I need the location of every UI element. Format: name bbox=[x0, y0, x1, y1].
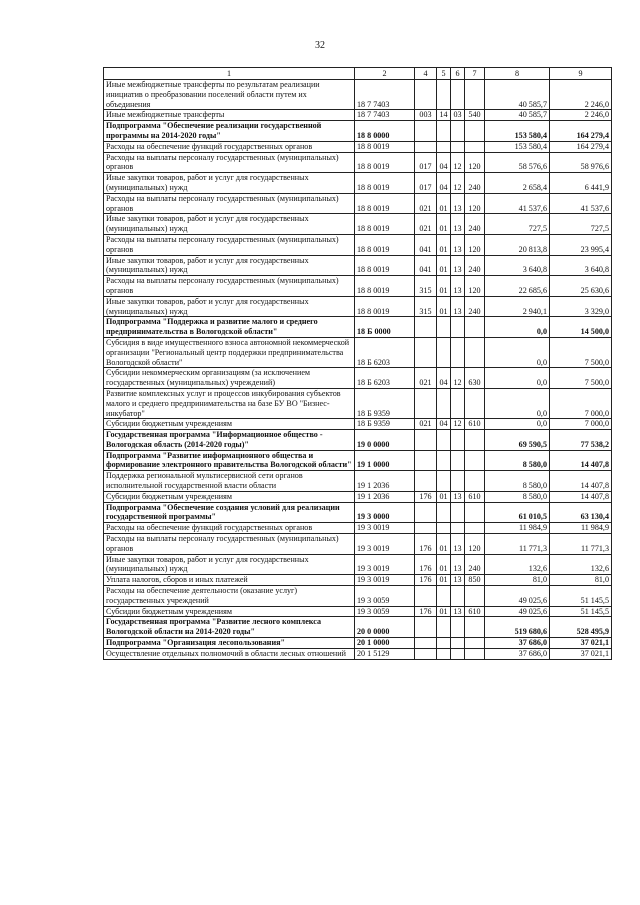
table-row bbox=[104, 141, 612, 152]
row-amount-2019: 81,0 bbox=[485, 575, 550, 586]
row-subsection: 13 bbox=[451, 575, 465, 586]
row-name: Осуществление отдельных полномочий в области лесных отношений bbox=[104, 648, 355, 659]
row-section bbox=[437, 502, 451, 523]
row-section bbox=[437, 523, 451, 534]
row-amount-2020: 6 441,9 bbox=[550, 173, 612, 194]
table-row bbox=[104, 617, 612, 638]
row-expense-type: 120 bbox=[465, 193, 485, 214]
row-expense-type: 120 bbox=[465, 534, 485, 555]
row-amount-2019: 49 025,6 bbox=[485, 586, 550, 607]
row-amount-2020: 727,5 bbox=[550, 214, 612, 235]
row-subsection bbox=[451, 450, 465, 471]
table-row bbox=[104, 368, 612, 389]
row-amount-2020: 14 407,8 bbox=[550, 471, 612, 492]
row-amount-2019: 61 010,5 bbox=[485, 502, 550, 523]
row-expense-type bbox=[465, 141, 485, 152]
page-number: 32 bbox=[315, 40, 325, 51]
row-code: 19 1 2036 bbox=[355, 491, 415, 502]
row-name: Иные межбюджетные трансферты по результатам реализации инициатив о преобразовании поселений области путем их объединения bbox=[104, 80, 355, 110]
row-section bbox=[437, 337, 451, 367]
row-code: 18 Б 0000 bbox=[355, 317, 415, 338]
table-row bbox=[104, 554, 612, 575]
row-section bbox=[437, 388, 451, 418]
row-expense-type bbox=[465, 450, 485, 471]
row-expense-type: 610 bbox=[465, 491, 485, 502]
row-name: Иные закупки товаров, работ и услуг для государственных (муниципальных) нужд bbox=[104, 214, 355, 235]
row-name: Иные закупки товаров, работ и услуг для государственных (муниципальных) нужд bbox=[104, 296, 355, 317]
table-row bbox=[104, 502, 612, 523]
row-name: Расходы на выплаты персоналу государственных (муниципальных) органов bbox=[104, 534, 355, 555]
row-amount-2019: 0,0 bbox=[485, 317, 550, 338]
row-section: 01 bbox=[437, 491, 451, 502]
table-row bbox=[104, 388, 612, 418]
table-row bbox=[104, 214, 612, 235]
row-name: Иные закупки товаров, работ и услуг для государственных (муниципальных) нужд bbox=[104, 554, 355, 575]
row-section: 14 bbox=[437, 110, 451, 121]
table-row bbox=[104, 450, 612, 471]
row-name: Поддержка региональной мультисервисной сети органов исполнительной государственной власти области bbox=[104, 471, 355, 492]
row-name: Иные закупки товаров, работ и услуг для государственных (муниципальных) нужд bbox=[104, 173, 355, 194]
row-grbs: 176 bbox=[415, 554, 437, 575]
row-subsection: 12 bbox=[451, 419, 465, 430]
row-code: 18 8 0019 bbox=[355, 296, 415, 317]
row-section: 04 bbox=[437, 419, 451, 430]
row-code: 18 8 0019 bbox=[355, 173, 415, 194]
row-grbs bbox=[415, 502, 437, 523]
header-cell: 4 bbox=[415, 68, 437, 80]
row-amount-2019: 132,6 bbox=[485, 554, 550, 575]
table-row bbox=[104, 586, 612, 607]
row-amount-2019: 37 686,0 bbox=[485, 648, 550, 659]
row-subsection bbox=[451, 317, 465, 338]
row-amount-2019: 58 576,6 bbox=[485, 152, 550, 173]
row-grbs bbox=[415, 388, 437, 418]
row-name: Подпрограмма "Развитие информационного общества и формирование электронного правительства Вологодской области" bbox=[104, 450, 355, 471]
row-amount-2020: 25 630,6 bbox=[550, 276, 612, 297]
row-section bbox=[437, 617, 451, 638]
row-amount-2019: 11 984,9 bbox=[485, 523, 550, 534]
row-amount-2020: 11 984,9 bbox=[550, 523, 612, 534]
table-row bbox=[104, 523, 612, 534]
row-subsection: 13 bbox=[451, 296, 465, 317]
row-code: 19 3 0059 bbox=[355, 586, 415, 607]
row-amount-2020: 14 500,0 bbox=[550, 317, 612, 338]
row-expense-type bbox=[465, 430, 485, 451]
row-grbs bbox=[415, 471, 437, 492]
row-amount-2019: 0,0 bbox=[485, 388, 550, 418]
table-row bbox=[104, 430, 612, 451]
table-row bbox=[104, 419, 612, 430]
row-amount-2020: 81,0 bbox=[550, 575, 612, 586]
row-grbs: 017 bbox=[415, 152, 437, 173]
row-amount-2020: 164 279,4 bbox=[550, 121, 612, 142]
row-expense-type: 630 bbox=[465, 368, 485, 389]
row-expense-type: 240 bbox=[465, 214, 485, 235]
row-subsection bbox=[451, 430, 465, 451]
row-expense-type bbox=[465, 121, 485, 142]
row-amount-2019: 20 813,8 bbox=[485, 234, 550, 255]
row-expense-type bbox=[465, 388, 485, 418]
header-cell: 5 bbox=[437, 68, 451, 80]
row-code: 19 3 0000 bbox=[355, 502, 415, 523]
table-row bbox=[104, 491, 612, 502]
row-amount-2020: 132,6 bbox=[550, 554, 612, 575]
row-grbs bbox=[415, 430, 437, 451]
table-row bbox=[104, 255, 612, 276]
row-amount-2020: 77 538,2 bbox=[550, 430, 612, 451]
row-amount-2019: 40 585,7 bbox=[485, 110, 550, 121]
row-expense-type: 240 bbox=[465, 173, 485, 194]
row-name: Расходы на выплаты персоналу государственных (муниципальных) органов bbox=[104, 276, 355, 297]
row-code: 18 8 0000 bbox=[355, 121, 415, 142]
row-section: 04 bbox=[437, 152, 451, 173]
row-expense-type: 850 bbox=[465, 575, 485, 586]
row-subsection bbox=[451, 617, 465, 638]
table-row bbox=[104, 337, 612, 367]
row-section: 04 bbox=[437, 368, 451, 389]
row-name: Субсидии некоммерческим организациям (за исключением государственных (муниципальных) учреждений) bbox=[104, 368, 355, 389]
row-name: Подпрограмма "Поддержка и развитие малого и среднего предпринимательства в Вологодской области" bbox=[104, 317, 355, 338]
row-subsection: 12 bbox=[451, 152, 465, 173]
row-grbs: 003 bbox=[415, 110, 437, 121]
row-name: Расходы на обеспечение функций государственных органов bbox=[104, 141, 355, 152]
row-name: Расходы на обеспечение деятельности (оказание услуг) государственных учреждений bbox=[104, 586, 355, 607]
row-name: Государственная программа "Информационное общество - Вологодская область (2014-2020 годы)" bbox=[104, 430, 355, 451]
table-row bbox=[104, 534, 612, 555]
row-name: Расходы на выплаты персоналу государственных (муниципальных) органов bbox=[104, 193, 355, 214]
row-grbs bbox=[415, 523, 437, 534]
row-amount-2020: 14 407,8 bbox=[550, 491, 612, 502]
row-grbs bbox=[415, 586, 437, 607]
row-code: 19 0 0000 bbox=[355, 430, 415, 451]
row-amount-2019: 11 771,3 bbox=[485, 534, 550, 555]
row-grbs bbox=[415, 80, 437, 110]
table-row bbox=[104, 121, 612, 142]
table-row bbox=[104, 276, 612, 297]
row-expense-type bbox=[465, 502, 485, 523]
row-code: 20 1 0000 bbox=[355, 638, 415, 649]
table-row bbox=[104, 152, 612, 173]
table-row bbox=[104, 606, 612, 617]
row-subsection bbox=[451, 502, 465, 523]
row-amount-2020: 41 537,6 bbox=[550, 193, 612, 214]
row-code: 19 3 0059 bbox=[355, 606, 415, 617]
table-row bbox=[104, 193, 612, 214]
row-section: 01 bbox=[437, 575, 451, 586]
row-name: Развитие комплексных услуг и процессов инкубирования субъектов малого и среднего предпринимательства на базе БУ ВО "Бизнес-инкубатор" bbox=[104, 388, 355, 418]
row-grbs: 176 bbox=[415, 575, 437, 586]
row-section bbox=[437, 450, 451, 471]
table-header-row bbox=[104, 68, 612, 80]
table-row bbox=[104, 648, 612, 659]
row-amount-2020: 23 995,4 bbox=[550, 234, 612, 255]
row-code: 19 1 2036 bbox=[355, 471, 415, 492]
row-subsection: 13 bbox=[451, 534, 465, 555]
row-subsection bbox=[451, 121, 465, 142]
row-name: Подпрограмма "Обеспечение реализации государственной программы на 2014-2020 годы" bbox=[104, 121, 355, 142]
row-code: 18 Б 6203 bbox=[355, 337, 415, 367]
row-name: Государственная программа "Развитие лесного комплекса Вологодской области на 2014-2020 годы" bbox=[104, 617, 355, 638]
row-name: Субсидии бюджетным учреждениям bbox=[104, 491, 355, 502]
row-amount-2019: 3 640,8 bbox=[485, 255, 550, 276]
row-grbs bbox=[415, 337, 437, 367]
row-expense-type bbox=[465, 523, 485, 534]
row-expense-type: 610 bbox=[465, 606, 485, 617]
row-amount-2019: 727,5 bbox=[485, 214, 550, 235]
header-cell: 1 bbox=[104, 68, 355, 80]
row-grbs: 017 bbox=[415, 173, 437, 194]
table-row bbox=[104, 173, 612, 194]
row-amount-2019: 40 585,7 bbox=[485, 80, 550, 110]
row-expense-type: 120 bbox=[465, 152, 485, 173]
row-amount-2020: 58 976,6 bbox=[550, 152, 612, 173]
row-expense-type bbox=[465, 586, 485, 607]
row-expense-type bbox=[465, 471, 485, 492]
row-amount-2020: 7 500,0 bbox=[550, 368, 612, 389]
table-row bbox=[104, 110, 612, 121]
row-amount-2019: 0,0 bbox=[485, 419, 550, 430]
row-grbs: 021 bbox=[415, 419, 437, 430]
row-section: 01 bbox=[437, 276, 451, 297]
row-amount-2020: 3 640,8 bbox=[550, 255, 612, 276]
row-code: 18 Б 9359 bbox=[355, 419, 415, 430]
row-code: 18 Б 6203 bbox=[355, 368, 415, 389]
row-expense-type: 240 bbox=[465, 554, 485, 575]
row-subsection bbox=[451, 638, 465, 649]
row-grbs: 176 bbox=[415, 534, 437, 555]
row-subsection: 13 bbox=[451, 491, 465, 502]
row-name: Иные закупки товаров, работ и услуг для государственных (муниципальных) нужд bbox=[104, 255, 355, 276]
row-grbs bbox=[415, 141, 437, 152]
row-subsection: 12 bbox=[451, 368, 465, 389]
table-row bbox=[104, 234, 612, 255]
row-code: 19 3 0019 bbox=[355, 554, 415, 575]
row-amount-2020: 7 500,0 bbox=[550, 337, 612, 367]
row-expense-type: 240 bbox=[465, 296, 485, 317]
row-amount-2020: 7 000,0 bbox=[550, 419, 612, 430]
row-expense-type bbox=[465, 80, 485, 110]
row-amount-2019: 69 590,5 bbox=[485, 430, 550, 451]
row-expense-type bbox=[465, 317, 485, 338]
table-row bbox=[104, 80, 612, 110]
row-section: 01 bbox=[437, 554, 451, 575]
row-subsection bbox=[451, 80, 465, 110]
row-code: 19 3 0019 bbox=[355, 534, 415, 555]
row-code: 19 3 0019 bbox=[355, 523, 415, 534]
row-code: 19 3 0019 bbox=[355, 575, 415, 586]
row-code: 18 8 0019 bbox=[355, 152, 415, 173]
row-name: Расходы на выплаты персоналу государственных (муниципальных) органов bbox=[104, 234, 355, 255]
row-amount-2020: 528 495,9 bbox=[550, 617, 612, 638]
row-amount-2019: 8 580,0 bbox=[485, 450, 550, 471]
row-section bbox=[437, 121, 451, 142]
row-grbs: 021 bbox=[415, 214, 437, 235]
row-code: 18 8 0019 bbox=[355, 255, 415, 276]
row-code: 18 7 7403 bbox=[355, 80, 415, 110]
row-amount-2019: 0,0 bbox=[485, 337, 550, 367]
row-expense-type bbox=[465, 617, 485, 638]
row-amount-2020: 3 329,0 bbox=[550, 296, 612, 317]
row-subsection bbox=[451, 337, 465, 367]
row-code: 18 8 0019 bbox=[355, 193, 415, 214]
table-row bbox=[104, 296, 612, 317]
row-expense-type: 120 bbox=[465, 276, 485, 297]
row-subsection bbox=[451, 523, 465, 534]
row-name: Субсидии бюджетным учреждениям bbox=[104, 419, 355, 430]
row-grbs: 021 bbox=[415, 193, 437, 214]
row-section: 01 bbox=[437, 214, 451, 235]
row-amount-2020: 164 279,4 bbox=[550, 141, 612, 152]
row-expense-type bbox=[465, 337, 485, 367]
row-name: Подпрограмма "Обеспечение создания условий для реализации государственной программы" bbox=[104, 502, 355, 523]
row-code: 18 Б 9359 bbox=[355, 388, 415, 418]
row-section: 01 bbox=[437, 193, 451, 214]
row-subsection: 13 bbox=[451, 234, 465, 255]
row-amount-2019: 22 685,6 bbox=[485, 276, 550, 297]
table-row bbox=[104, 638, 612, 649]
header-cell: 8 bbox=[485, 68, 550, 80]
row-expense-type bbox=[465, 648, 485, 659]
row-amount-2020: 14 407,8 bbox=[550, 450, 612, 471]
row-amount-2020: 7 000,0 bbox=[550, 388, 612, 418]
row-code: 18 8 0019 bbox=[355, 234, 415, 255]
row-expense-type bbox=[465, 638, 485, 649]
row-expense-type: 120 bbox=[465, 234, 485, 255]
row-section: 04 bbox=[437, 173, 451, 194]
row-grbs: 176 bbox=[415, 606, 437, 617]
row-grbs bbox=[415, 617, 437, 638]
row-name: Уплата налогов, сборов и иных платежей bbox=[104, 575, 355, 586]
header-cell: 9 bbox=[550, 68, 612, 80]
row-amount-2019: 2 658,4 bbox=[485, 173, 550, 194]
row-name: Подпрограмма "Организация лесопользования" bbox=[104, 638, 355, 649]
row-name: Расходы на обеспечение функций государственных органов bbox=[104, 523, 355, 534]
row-section bbox=[437, 648, 451, 659]
row-grbs bbox=[415, 317, 437, 338]
row-amount-2020: 51 145,5 bbox=[550, 586, 612, 607]
row-section: 01 bbox=[437, 234, 451, 255]
row-amount-2019: 519 680,6 bbox=[485, 617, 550, 638]
row-section: 01 bbox=[437, 606, 451, 617]
row-code: 18 8 0019 bbox=[355, 214, 415, 235]
row-grbs: 041 bbox=[415, 234, 437, 255]
row-section: 01 bbox=[437, 255, 451, 276]
row-section bbox=[437, 471, 451, 492]
row-grbs bbox=[415, 638, 437, 649]
row-subsection: 12 bbox=[451, 173, 465, 194]
row-grbs bbox=[415, 121, 437, 142]
row-section bbox=[437, 638, 451, 649]
row-amount-2020: 11 771,3 bbox=[550, 534, 612, 555]
row-amount-2019: 0,0 bbox=[485, 368, 550, 389]
row-grbs bbox=[415, 648, 437, 659]
row-amount-2020: 37 021,1 bbox=[550, 648, 612, 659]
row-expense-type: 240 bbox=[465, 255, 485, 276]
row-section bbox=[437, 80, 451, 110]
row-amount-2019: 2 940,1 bbox=[485, 296, 550, 317]
row-amount-2019: 49 025,6 bbox=[485, 606, 550, 617]
row-subsection bbox=[451, 471, 465, 492]
row-subsection: 13 bbox=[451, 193, 465, 214]
row-amount-2020: 37 021,1 bbox=[550, 638, 612, 649]
row-grbs: 176 bbox=[415, 491, 437, 502]
row-amount-2019: 153 580,4 bbox=[485, 141, 550, 152]
row-grbs: 315 bbox=[415, 276, 437, 297]
row-section bbox=[437, 430, 451, 451]
row-amount-2019: 8 580,0 bbox=[485, 471, 550, 492]
budget-table bbox=[103, 67, 612, 660]
row-code: 19 1 0000 bbox=[355, 450, 415, 471]
row-name: Иные межбюджетные трансферты bbox=[104, 110, 355, 121]
header-cell: 2 bbox=[355, 68, 415, 80]
row-subsection: 13 bbox=[451, 214, 465, 235]
table-row bbox=[104, 575, 612, 586]
row-name: Субсидия в виде имущественного взноса автономной некоммерческой организации "Региональный центр поддержки предпринимательства Вологодской области" bbox=[104, 337, 355, 367]
row-section: 01 bbox=[437, 534, 451, 555]
row-code: 20 0 0000 bbox=[355, 617, 415, 638]
row-name: Расходы на выплаты персоналу государственных (муниципальных) органов bbox=[104, 152, 355, 173]
row-section bbox=[437, 141, 451, 152]
row-code: 18 8 0019 bbox=[355, 141, 415, 152]
row-expense-type: 540 bbox=[465, 110, 485, 121]
row-amount-2020: 51 145,5 bbox=[550, 606, 612, 617]
row-amount-2019: 41 537,6 bbox=[485, 193, 550, 214]
header-cell: 6 bbox=[451, 68, 465, 80]
row-name: Субсидии бюджетным учреждениям bbox=[104, 606, 355, 617]
row-amount-2019: 153 580,4 bbox=[485, 121, 550, 142]
row-subsection bbox=[451, 388, 465, 418]
row-amount-2020: 2 246,0 bbox=[550, 110, 612, 121]
row-expense-type: 610 bbox=[465, 419, 485, 430]
row-code: 20 1 5129 bbox=[355, 648, 415, 659]
row-grbs bbox=[415, 450, 437, 471]
table-row bbox=[104, 471, 612, 492]
row-subsection: 13 bbox=[451, 255, 465, 276]
row-subsection: 13 bbox=[451, 276, 465, 297]
row-amount-2019: 8 580,0 bbox=[485, 491, 550, 502]
row-amount-2020: 2 246,0 bbox=[550, 80, 612, 110]
row-section bbox=[437, 317, 451, 338]
table-row bbox=[104, 317, 612, 338]
row-amount-2020: 63 130,4 bbox=[550, 502, 612, 523]
row-subsection: 13 bbox=[451, 606, 465, 617]
row-grbs: 041 bbox=[415, 255, 437, 276]
row-grbs: 315 bbox=[415, 296, 437, 317]
row-code: 18 7 7403 bbox=[355, 110, 415, 121]
row-subsection: 13 bbox=[451, 554, 465, 575]
row-section: 01 bbox=[437, 296, 451, 317]
header-cell: 7 bbox=[465, 68, 485, 80]
row-grbs: 021 bbox=[415, 368, 437, 389]
row-section bbox=[437, 586, 451, 607]
row-amount-2019: 37 686,0 bbox=[485, 638, 550, 649]
row-subsection bbox=[451, 648, 465, 659]
row-subsection bbox=[451, 141, 465, 152]
row-subsection bbox=[451, 586, 465, 607]
row-code: 18 8 0019 bbox=[355, 276, 415, 297]
row-subsection: 03 bbox=[451, 110, 465, 121]
